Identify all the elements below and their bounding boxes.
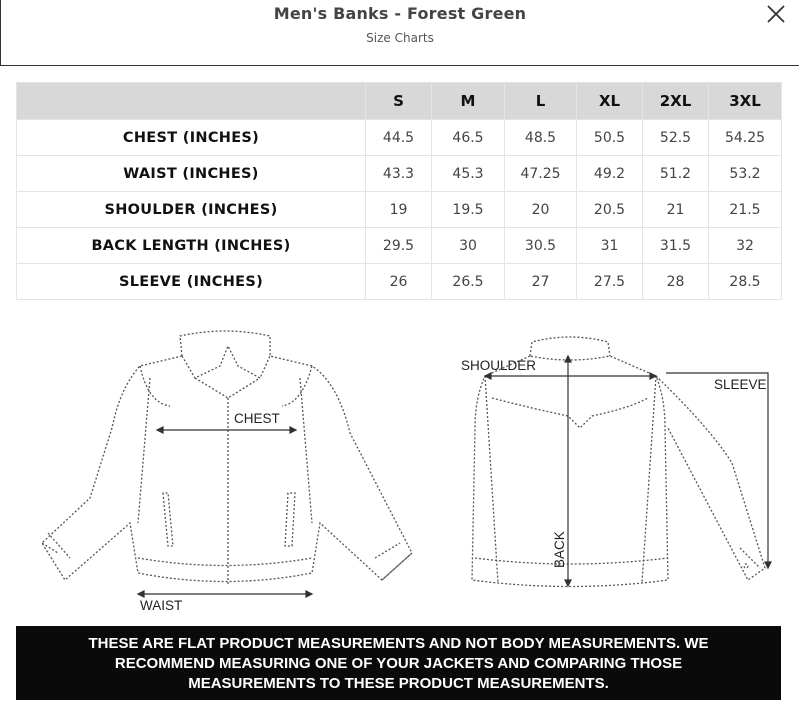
column-header: 3XL (709, 83, 782, 120)
table-cell: 31.5 (643, 228, 709, 264)
close-icon[interactable] (765, 3, 787, 25)
notice-line: THESE ARE FLAT PRODUCT MEASUREMENTS AND NOT BODY MEASUREMENTS. WE (88, 635, 709, 652)
column-header: L (505, 83, 577, 120)
table-row (17, 264, 782, 300)
table-cell: 46.5 (432, 120, 505, 156)
table-row (17, 192, 782, 228)
table-cell: 19 (366, 192, 432, 228)
size-chart (16, 82, 781, 300)
table-header-row (17, 83, 782, 120)
table-cell: 21 (643, 192, 709, 228)
table-cell: 19.5 (432, 192, 505, 228)
column-header: 2XL (643, 83, 709, 120)
table-cell: 48.5 (505, 120, 577, 156)
table-cell: 54.25 (709, 120, 782, 156)
sleeve-measure-line (666, 373, 768, 568)
shoulder-label: SHOULDER (461, 358, 537, 373)
table-cell: 26.5 (432, 264, 505, 300)
notice-line: RECOMMEND MEASURING ONE OF YOUR JACKETS AND COMPARING THOSE (114, 655, 683, 672)
table-cell: 53.2 (709, 156, 782, 192)
table-row (17, 228, 782, 264)
sleeve-label: SLEEVE (714, 377, 767, 392)
table-cell: 32 (709, 228, 782, 264)
table-cell: 21.5 (709, 192, 782, 228)
table-row (17, 120, 782, 156)
row-label: WAIST (INCHES) (17, 156, 366, 192)
table-cell: 49.2 (577, 156, 643, 192)
column-header: M (432, 83, 505, 120)
measurement-notice (16, 626, 781, 700)
table-cell: 28.5 (709, 264, 782, 300)
jacket-back-illustration (472, 337, 765, 587)
table-row (17, 156, 782, 192)
table-cell: 51.2 (643, 156, 709, 192)
jacket-front-illustration (42, 331, 412, 586)
notice-line: MEASUREMENTS TO THESE PRODUCT MEASUREMENTS. (188, 675, 609, 692)
row-label: SHOULDER (INCHES) (17, 192, 366, 228)
column-header (17, 83, 366, 120)
size-table (16, 82, 782, 300)
row-label: SLEEVE (INCHES) (17, 264, 366, 300)
table-cell: 47.25 (505, 156, 577, 192)
table-cell: 28 (643, 264, 709, 300)
table-cell: 43.3 (366, 156, 432, 192)
back-label: BACK (552, 531, 567, 568)
table-cell: 50.5 (577, 120, 643, 156)
table-cell: 30 (432, 228, 505, 264)
table-cell: 30.5 (505, 228, 577, 264)
table-cell: 20.5 (577, 192, 643, 228)
table-cell: 52.5 (643, 120, 709, 156)
jacket-diagram (20, 318, 780, 618)
column-header: S (366, 83, 432, 120)
chest-label: CHEST (234, 411, 280, 426)
table-cell: 27.5 (577, 264, 643, 300)
waist-label: WAIST (140, 598, 183, 613)
modal-header (0, 0, 799, 66)
page-subtitle: Size Charts (366, 31, 434, 45)
row-label: CHEST (INCHES) (17, 120, 366, 156)
page-title: Men's Banks - Forest Green (273, 4, 527, 23)
table-cell: 31 (577, 228, 643, 264)
column-header: XL (577, 83, 643, 120)
table-cell: 27 (505, 264, 577, 300)
table-cell: 45.3 (432, 156, 505, 192)
row-label: BACK LENGTH (INCHES) (17, 228, 366, 264)
table-cell: 29.5 (366, 228, 432, 264)
table-cell: 26 (366, 264, 432, 300)
table-cell: 44.5 (366, 120, 432, 156)
table-cell: 20 (505, 192, 577, 228)
